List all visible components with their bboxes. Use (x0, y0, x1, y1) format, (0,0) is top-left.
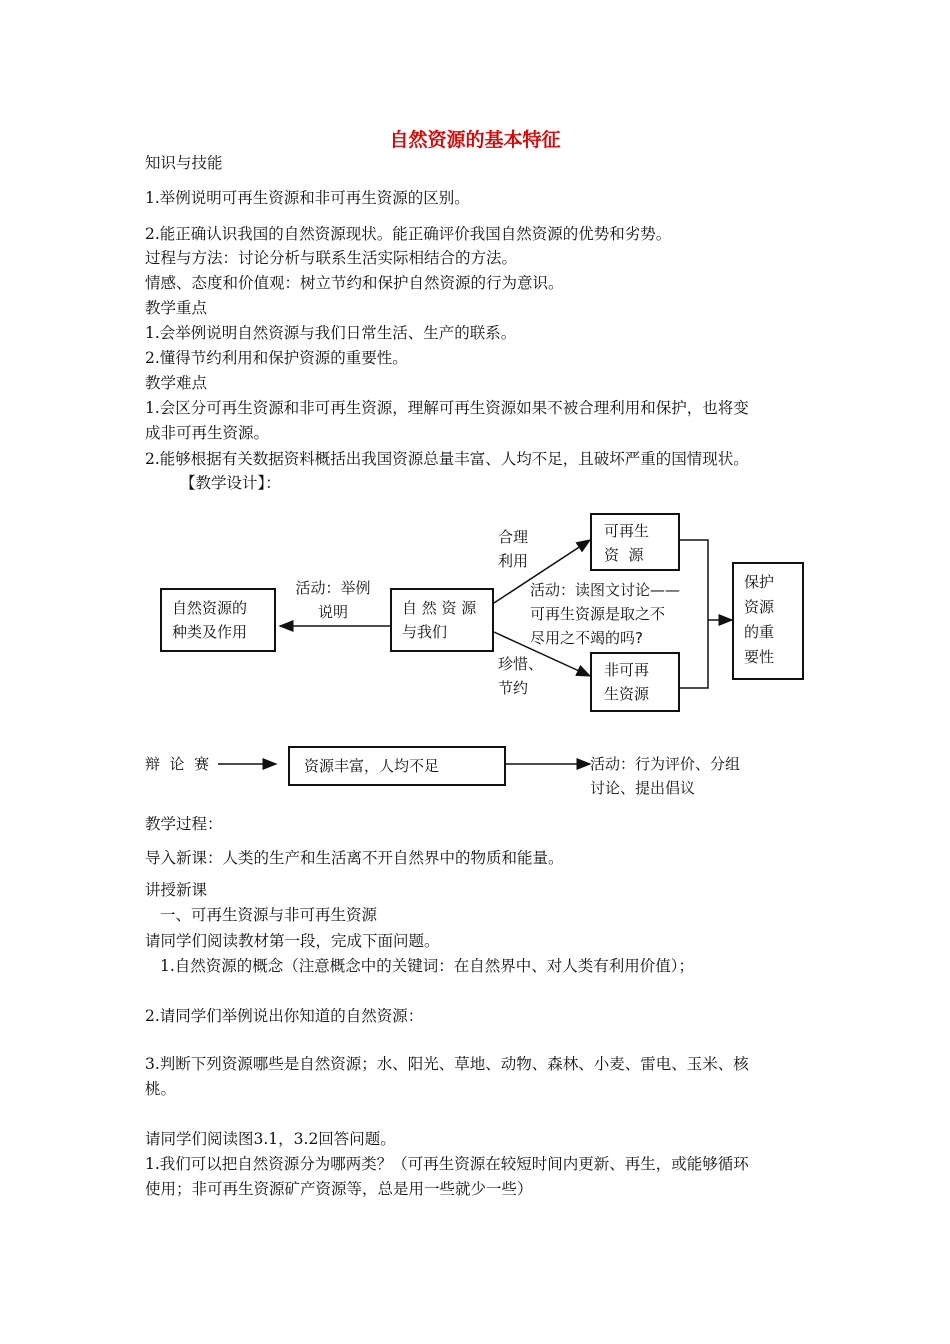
section-difficulties: 教学难点 (145, 374, 208, 392)
box-rich-but-insufficient: 资源丰富，人均不足 (288, 746, 506, 786)
question-3-cont: 桃。 (145, 1080, 177, 1098)
objective-1: 1.举例说明可再生资源和非可再生资源的区别。 (145, 189, 470, 207)
difficulty-2: 2.能够根据有关数据资料概括出我国资源总量丰富、人均不足，且破坏严重的国情现状。 (145, 450, 749, 468)
question-2-examples: 2.请同学们举例说出你知道的自然资源： (145, 1007, 424, 1025)
attitude-values: 情感、态度和价值观：树立节约和保护自然资源的行为意识。 (145, 274, 564, 292)
difficulty-1-cont: 成非可再生资源。 (145, 424, 270, 442)
page-title: 自然资源的基本特征 (389, 129, 561, 151)
process-method: 过程与方法：讨论分析与联系生活实际相结合的方法。 (145, 249, 518, 267)
key-point-2: 2.懂得节约利用和保护资源的重要性。 (145, 349, 408, 367)
box-nonrenewable: 非可再 生资源 (590, 652, 680, 712)
objective-2: 2.能正确认识我国的自然资源现状。能正确评价我国自然资源的优势和劣势。 (145, 225, 672, 243)
label-reading-discussion: 活动：读图文讨论—— 可再生资源是取之不 尽用之不竭的吗? (530, 581, 681, 647)
question-3-judge: 3.判断下列资源哪些是自然资源；水、阳光、草地、动物、森林、小麦、雷电、玉米、核 (145, 1055, 749, 1073)
instruction-read-figures: 请同学们阅读图3.1，3.2回答问题。 (145, 1130, 396, 1148)
label-debate: 辩 论 赛 (145, 755, 210, 773)
box-protect-importance: 保护 资源 的重 要性 (732, 562, 804, 680)
heading-renewable-vs-nonrenewable: 一、可再生资源与非可再生资源 (160, 906, 378, 924)
label-activity-evaluation: 活动：行为评价、分组 讨论、提出倡议 (590, 755, 741, 797)
box-resource-types: 自然资源的 种类及作用 (160, 588, 276, 652)
section-new-lesson: 讲授新课 (145, 881, 208, 899)
section-knowledge-skills: 知识与技能 (145, 154, 223, 172)
section-teaching-process: 教学过程： (145, 815, 223, 833)
section-key-points: 教学重点 (145, 299, 208, 317)
difficulty-1: 1.会区分可再生资源和非可再生资源，理解可再生资源如果不被合理利用和保护，也将变 (145, 399, 749, 417)
section-teaching-design: 【教学设计】： (180, 474, 281, 492)
question-1-concept: 1.自然资源的概念（注意概念中的关键词：在自然界中、对人类有利用价值）； (160, 957, 695, 975)
intro-new-lesson: 导入新课：人类的生产和生活离不开自然界中的物质和能量。 (145, 849, 564, 867)
question-classify-cont: 使用；非可再生资源矿产资源等，总是用一些就少一些） (145, 1180, 533, 1198)
question-classify: 1.我们可以把自然资源分为哪两类？（可再生资源在较短时间内更新、再生，或能够循环 (145, 1155, 749, 1173)
box-renewable: 可再生 资 源 (590, 513, 680, 571)
label-reasonable-use: 合理 利用 (498, 528, 529, 570)
instruction-read-first-paragraph: 请同学们阅读教材第一段，完成下面问题。 (145, 932, 440, 950)
key-point-1: 1.会举例说明自然资源与我们日常生活、生产的联系。 (145, 324, 517, 342)
label-cherish-save: 珍惜、 节约 (498, 655, 544, 697)
box-resources-and-us: 自 然 资 源 与我们 (390, 588, 494, 652)
bracket-line (680, 540, 708, 688)
label-activity-example: 活动：举例 说明 (295, 579, 371, 621)
